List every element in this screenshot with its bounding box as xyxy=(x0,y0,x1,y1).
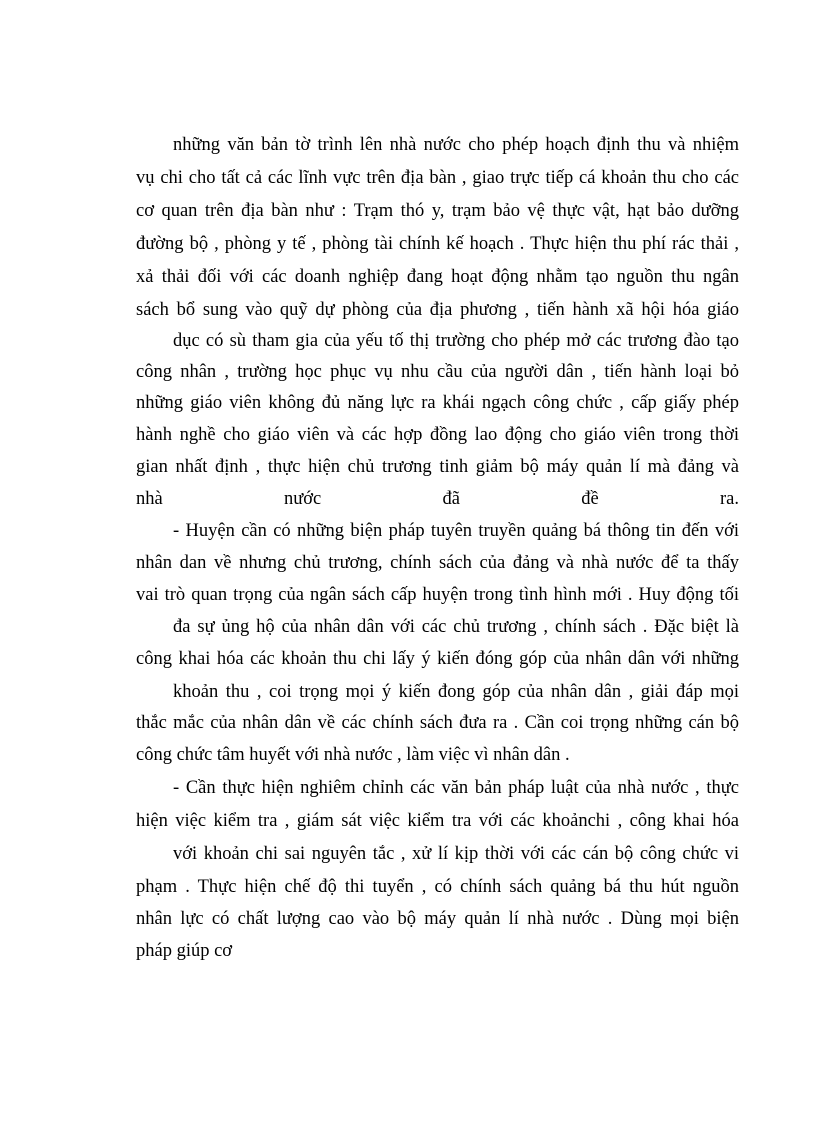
text-line: đa sự ủng hộ của nhân dân với các chủ trương , chính sách . Đặc biệt là xyxy=(173,617,739,637)
text-line: xả thải đối với các doanh nghiệp đang hoạt động nhằm tạo nguồn thu ngân xyxy=(136,267,739,287)
text-line: pháp giúp cơ xyxy=(136,941,233,961)
text-line: nhân lực có chất lượng cao vào bộ máy quản lí nhà nước . Dùng mọi biện xyxy=(136,909,739,929)
text-line: vai trò quan trọng của ngân sách cấp huyện trong tình hình mới . Huy động tối xyxy=(136,585,739,605)
text-line: - Cần thực hiện nghiêm chỉnh các văn bản pháp luật của nhà nước , thực xyxy=(173,778,739,798)
text-line: công khai hóa các khoản thu chi lấy ý kiến đóng góp của nhân dân với những xyxy=(136,649,739,669)
text-line: sách bổ sung vào quỹ dự phòng của địa phương , tiến hành xã hội hóa giáo xyxy=(136,300,739,320)
text-line: phạm . Thực hiện chế độ thi tuyển , có chính sách quảng bá thu hút nguồn xyxy=(136,877,739,897)
text-line: công chức tâm huyết với nhà nước , làm việc vì nhân dân . xyxy=(136,745,570,765)
text-line: với khoản chi sai nguyên tắc , xử lí kịp thời với các cán bộ công chức vi xyxy=(173,844,739,864)
text-line: dục có sù tham gia của yếu tố thị trường cho phép mở các trương đào tạo xyxy=(173,331,739,351)
text-line: những giáo viên không đủ năng lực ra khái ngạch công chức , cấp giấy phép xyxy=(136,393,739,413)
text-line: - Huyện cần có những biện pháp tuyên truyền quảng bá thông tin đến với xyxy=(173,521,739,541)
text-line: những văn bản tờ trình lên nhà nước cho phép hoạch định thu và nhiệm xyxy=(173,135,739,155)
text-line: thắc mắc của nhân dân về các chính sách đưa ra . Cần coi trọng những cán bộ xyxy=(136,713,739,733)
text-line: khoản thu , coi trọng mọi ý kiến đong góp của nhân dân , giải đáp mọi xyxy=(173,682,739,702)
text-line: cơ quan trên địa bàn như : Trạm thó y, trạm bảo vệ thực vật, hạt bảo dưỡng xyxy=(136,201,739,221)
text-line: nhà nước đã đề ra. xyxy=(136,489,739,509)
text-line: nhân dan về nhưng chủ trương, chính sách của đảng và nhà nước để ta thấy xyxy=(136,553,739,573)
text-line: hành nghề cho giáo viên và các hợp đồng lao động cho giáo viên trong thời xyxy=(136,425,739,445)
text-line: đường bộ , phòng y tế , phòng tài chính kế hoạch . Thực hiện thu phí rác thải , xyxy=(136,234,739,254)
text-line: công nhân , trường học phục vụ nhu cầu của người dân , tiến hành loại bỏ xyxy=(136,362,739,382)
text-line: hiện việc kiểm tra , giám sát việc kiểm tra với các khoảnchi , công khai hóa xyxy=(136,811,739,831)
text-line: gian nhất định , thực hiện chủ trương tinh giảm bộ máy quản lí mà đảng và xyxy=(136,457,739,477)
text-line: vụ chi cho tất cả các lĩnh vực trên địa bàn , giao trực tiếp cá khoản thu cho các xyxy=(136,168,739,188)
